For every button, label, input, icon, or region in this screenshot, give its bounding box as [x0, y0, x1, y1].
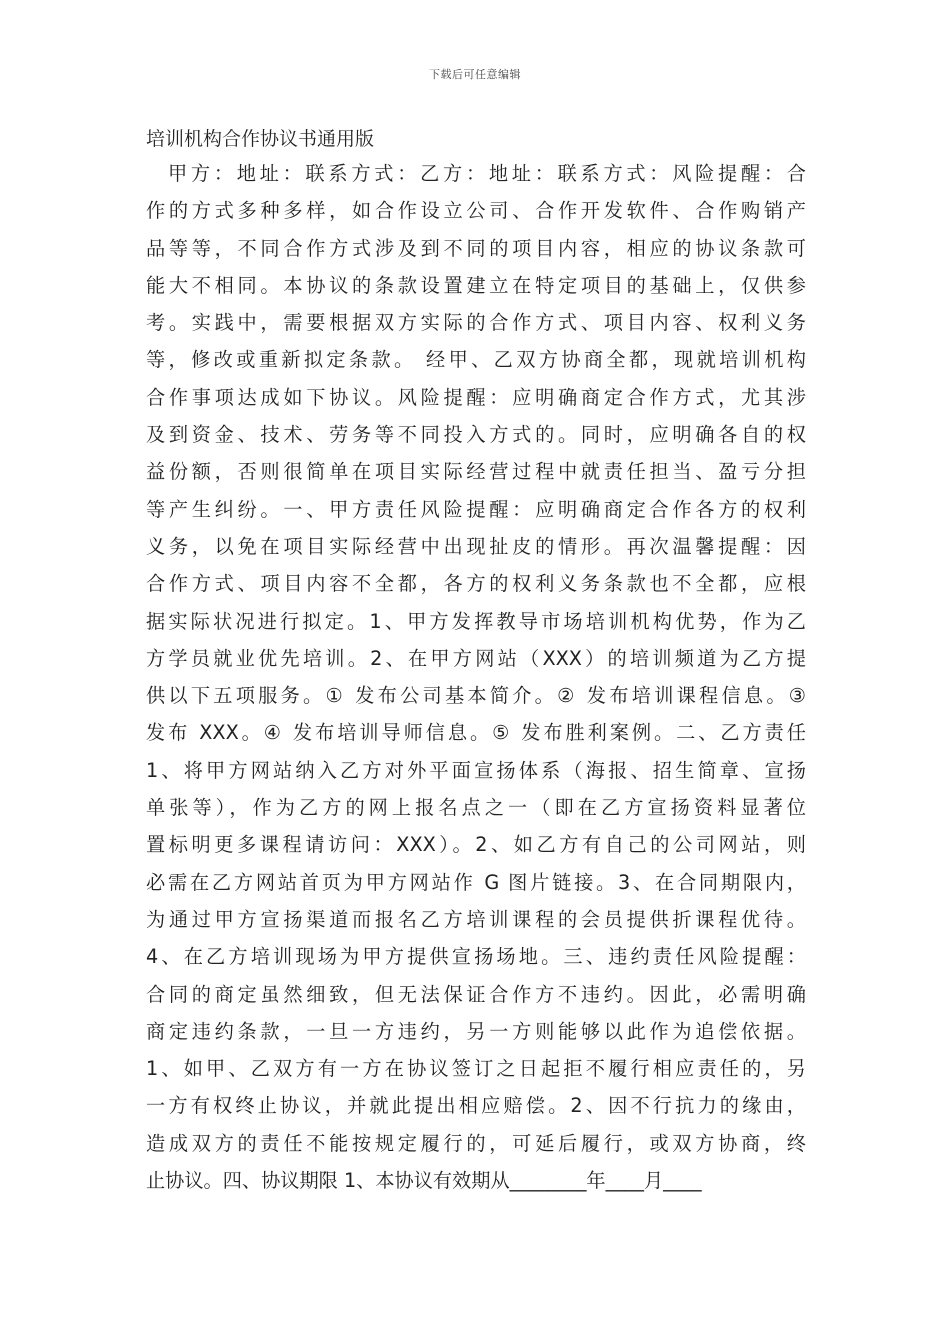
body-line: 合同的商定虽然细致，但无法保证合作方不违约。因此，必需明确 [146, 982, 806, 1006]
body-line: 益份额，否则很简单在项目实际经营过程中就责任担当、盈亏分担 [146, 460, 806, 484]
body-line: 4、在乙方培训现场为甲方提供宣扬场地。三、违约责任风险提醒： [146, 945, 806, 969]
body-line: 商定违约条款，一旦一方违约，另一方则能够以此作为追偿依据。 [146, 1019, 806, 1043]
body-line: 造成双方的责任不能按规定履行的，可延后履行，或双方协商，终 [146, 1131, 806, 1155]
body-line: 置标明更多课程请访问：XXX）。2、如乙方有自己的公司网站，则 [146, 833, 806, 857]
body-line: 据实际状况进行拟定。1、甲方发挥教导市场培训机构优势，作为乙 [146, 609, 806, 633]
body-line: 必需在乙方网站首页为甲方网站作 G 图片链接。3、在合同期限内， [146, 870, 806, 894]
body-line: 方学员就业优先培训。2、在甲方网站（XXX）的培训频道为乙方提 [146, 646, 806, 670]
document-title: 培训机构合作协议书通用版 [146, 128, 375, 150]
page-header: 下载后可任意编辑 [429, 68, 521, 81]
body-line: 能大不相同。本协议的条款设置建立在特定项目的基础上，仅供参 [146, 273, 806, 297]
body-line: 作的方式多种多样，如合作设立公司、合作开发软件、合作购销产 [146, 199, 806, 223]
body-line: 单张等），作为乙方的网上报名点之一（即在乙方宣扬资料显著位 [146, 796, 806, 820]
body-line: 合作事项达成如下协议。风险提醒：应明确商定合作方式，尤其涉 [146, 385, 806, 409]
body-line: 义务，以免在项目实际经营中出现扯皮的情形。再次温馨提醒：因 [146, 534, 806, 558]
body-line: 合作方式、项目内容不全都，各方的权利义务条款也不全都，应根 [146, 572, 806, 596]
body-line: 及到资金、技术、劳务等不同投入方式的。同时，应明确各自的权 [146, 423, 806, 447]
body-line: 一方有权终止协议，并就此提出相应赔偿。2、因不行抗力的缘由， [146, 1094, 806, 1118]
body-line: 为通过甲方宣扬渠道而报名乙方培训课程的会员提供折课程优待。 [146, 907, 806, 931]
body-line: 1、将甲方网站纳入乙方对外平面宣扬体系（海报、招生简章、宣扬 [146, 758, 806, 782]
body-line: 品等等，不同合作方式涉及到不同的项目内容，相应的协议条款可 [146, 236, 806, 260]
document-body [146, 155, 806, 1199]
body-line: 等产生纠纷。一、甲方责任风险提醒：应明确商定合作各方的权利 [146, 497, 806, 521]
body-line: 发布 XXX。④ 发布培训导师信息。⑤ 发布胜利案例。二、乙方责任 [146, 721, 806, 745]
body-line: 供以下五项服务。① 发布公司基本简介。② 发布培训课程信息。③ [146, 684, 806, 708]
body-line: 等，修改或重新拟定条款。 经甲、乙双方协商全都，现就培训机构 [146, 348, 806, 372]
body-line: 甲方：地址：联系方式：乙方：地址：联系方式：风险提醒：合 [168, 162, 806, 185]
body-line: 考。实践中，需要根据双方实际的合作方式、项目内容、权利义务 [146, 311, 806, 335]
body-line: 1、如甲、乙双方有一方在协议签订之日起拒不履行相应责任的，另 [146, 1057, 806, 1081]
body-line: 止协议。四、协议期限 1、本协议有效期从________年____月____ [146, 1169, 702, 1193]
